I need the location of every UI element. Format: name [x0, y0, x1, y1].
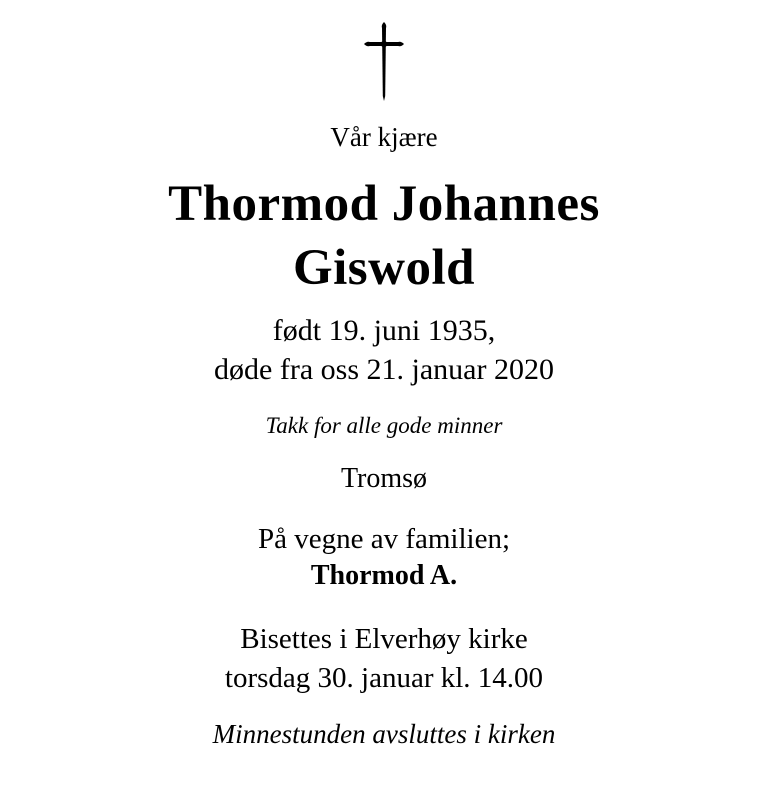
death-date: døde fra oss 21. januar 2020: [214, 353, 554, 386]
deceased-name-line1: Thormod Johannes: [168, 176, 600, 232]
burial-location: Bisettes i Elverhøy kirke: [240, 623, 528, 655]
cross-icon: [364, 22, 404, 102]
thanks-message: Takk for alle gode minner: [265, 413, 503, 438]
birth-date: født 19. juni 1935,: [272, 314, 496, 347]
greeting: Vår kjære: [330, 122, 438, 152]
on-behalf-text: På vegne av familien;: [257, 523, 511, 555]
deceased-name-line2: Giswold: [292, 240, 476, 296]
signer-name: Thormod A.: [310, 560, 458, 591]
place-name: Tromsø: [340, 463, 428, 494]
burial-datetime: torsdag 30. januar kl. 14.00: [224, 662, 544, 694]
memorial-note: Minnestunden avsluttes i kirken: [212, 719, 556, 749]
